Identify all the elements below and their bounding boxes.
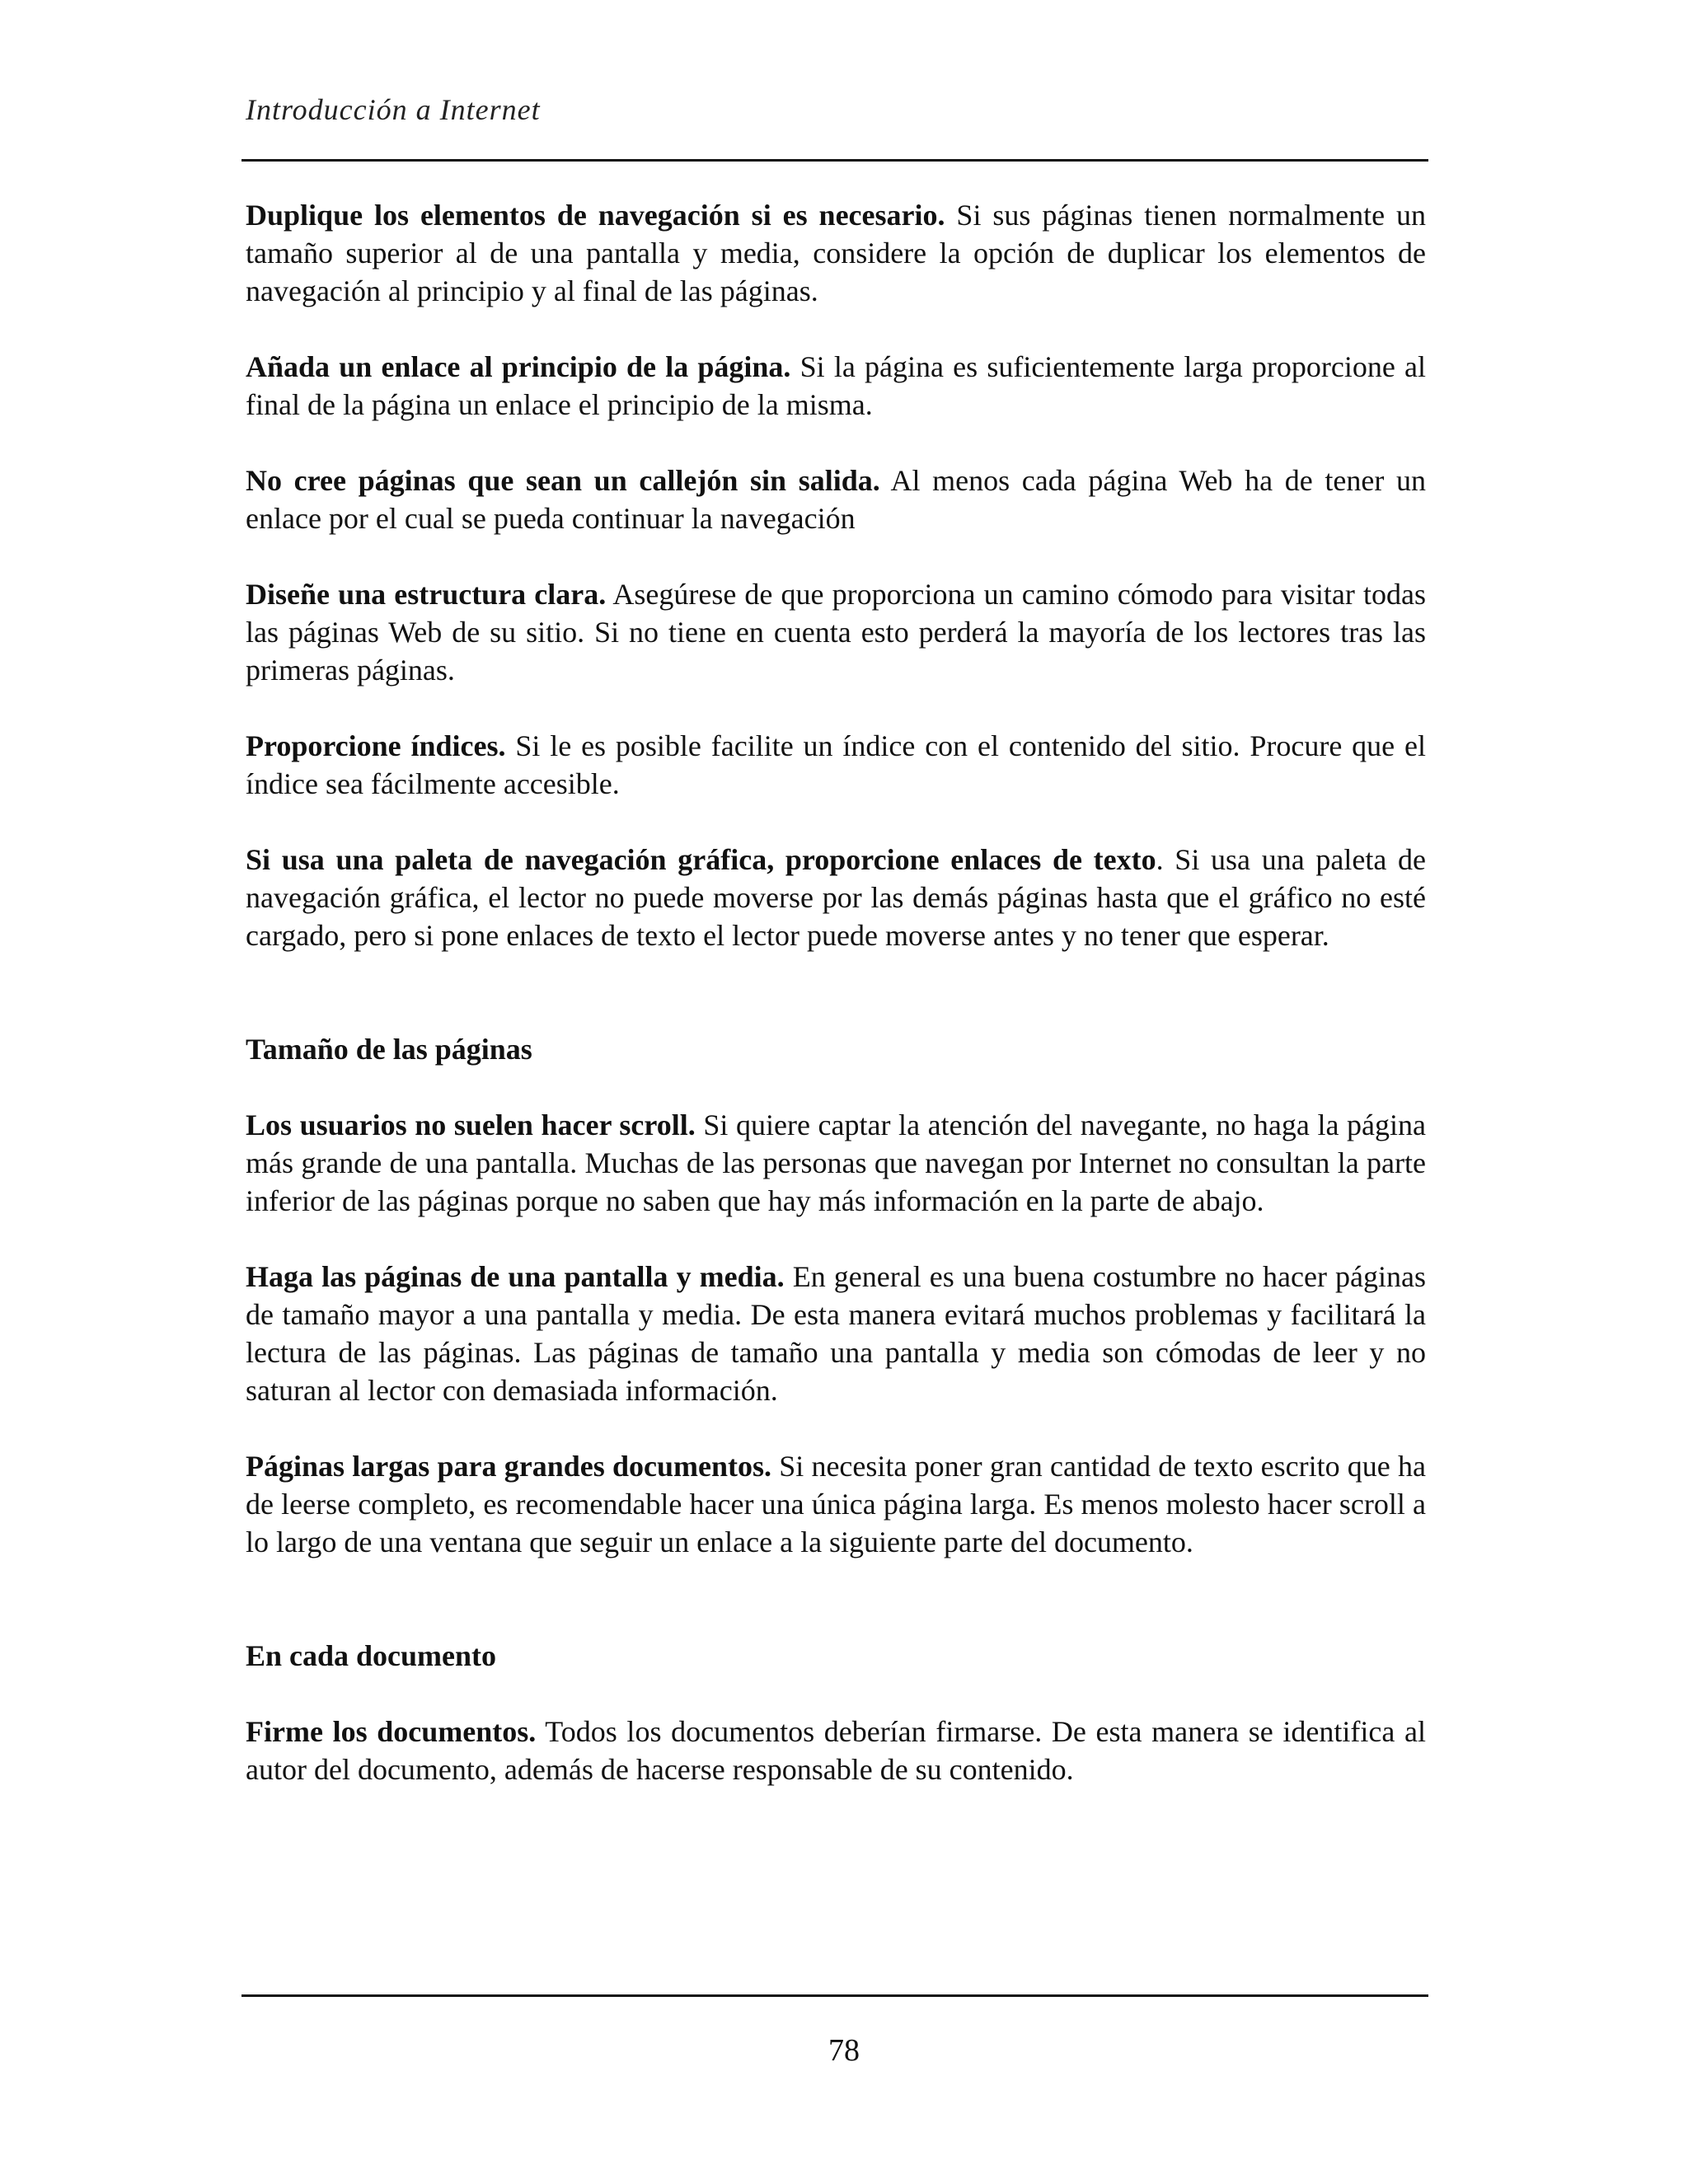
paragraph-text: Asegúrese de que proporciona un camino cómodo para visitar todas las páginas Web de su sitio. Si no tiene en cuenta esto perderá la mayoría de los lectores tras las primeras páginas. [246,578,1426,687]
section-each-document [246,1599,1426,1788]
paragraph-text: Si la página es suficientemente larga proporcione al final de la página un enlace el principio de la misma. [246,350,1426,421]
paragraph [246,1258,1426,1409]
section-navigation [246,196,1426,954]
paragraph [246,1106,1426,1220]
paragraph-lead: Proporcione índices. [246,729,506,762]
paragraph-lead: Páginas largas para grandes documentos. [246,1450,771,1483]
paragraph-text: En general es una buena costumbre no hacer páginas de tamaño mayor a una pantalla y media. De esta manera evitará muchos problemas y facilitará la lectura de las páginas. Las páginas de tamaño una pantalla y media son cómodas de leer y no saturan al lector con demasiada información. [246,1260,1426,1407]
section-heading: Tamaño de las páginas [246,1033,532,1066]
paragraph [246,348,1426,424]
paragraph [246,575,1426,689]
paragraph [246,462,1426,537]
page-header-title: Introducción a Internet [246,93,541,126]
paragraph-text: Si sus páginas tienen normalmente un tamaño superior al de una pantalla y media, considere la opción de duplicar los elementos de navegación al principio y al final de las páginas. [246,199,1426,307]
paragraph-lead: No cree páginas que sean un callejón sin salida. [246,464,880,497]
paragraph [246,1447,1426,1561]
paragraph-text: Si le es posible facilite un índice con el contenido del sitio. Procure que el índice sea fácilmente accesible. [246,729,1426,800]
paragraph-lead: Duplique los elementos de navegación si es necesario. [246,199,945,232]
paragraph-text: Si necesita poner gran cantidad de texto escrito que ha de leerse completo, es recomendable hacer una única página larga. Es menos molesto hacer scroll a lo largo de una ventana que seguir un enlace a la siguiente parte del documento. [246,1450,1427,1558]
paragraph-text: Si quiere captar la atención del navegante, no haga la página más grande de una pantalla. Muchas de las personas que navegan por Internet no consultan la parte inferior de las páginas porque no saben que hay más información en la parte de abajo. [246,1108,1426,1217]
paragraph-lead: Los usuarios no suelen hacer scroll. [246,1108,696,1141]
paragraph-lead: Añada un enlace al principio de la página. [246,350,791,383]
paragraph [246,196,1426,310]
paragraph-text: Todos los documentos deberían firmarse. De esta manera se identifica al autor del documento, además de hacerse responsable de su contenido. [246,1715,1426,1786]
paragraph-text: . Si usa una paleta de navegación gráfica, el lector no puede moverse por las demás páginas hasta que el gráfico no esté cargado, pero si pone enlaces de texto el lector puede moverse antes y no tener que esperar. [246,843,1426,952]
header-rule [241,159,1428,162]
footer-rule [241,1994,1428,1997]
paragraph-lead: Diseñe una estructura clara. [246,578,607,611]
paragraph [246,841,1426,954]
paragraph [246,727,1426,803]
paragraph-text: Al menos cada página Web ha de tener un enlace por el cual se pueda continuar la navegación [246,464,1426,535]
paragraph-lead: Si usa una paleta de navegación gráfica, proporcione enlaces de texto [246,843,1156,876]
paragraph-lead: Haga las páginas de una pantalla y media. [246,1260,785,1293]
section-page-size [246,992,1426,1561]
section-heading: En cada documento [246,1639,497,1672]
page-content [246,196,1426,1826]
paragraph-lead: Firme los documentos. [246,1715,537,1748]
paragraph [246,1713,1426,1788]
page-number: 78 [828,2033,860,2068]
